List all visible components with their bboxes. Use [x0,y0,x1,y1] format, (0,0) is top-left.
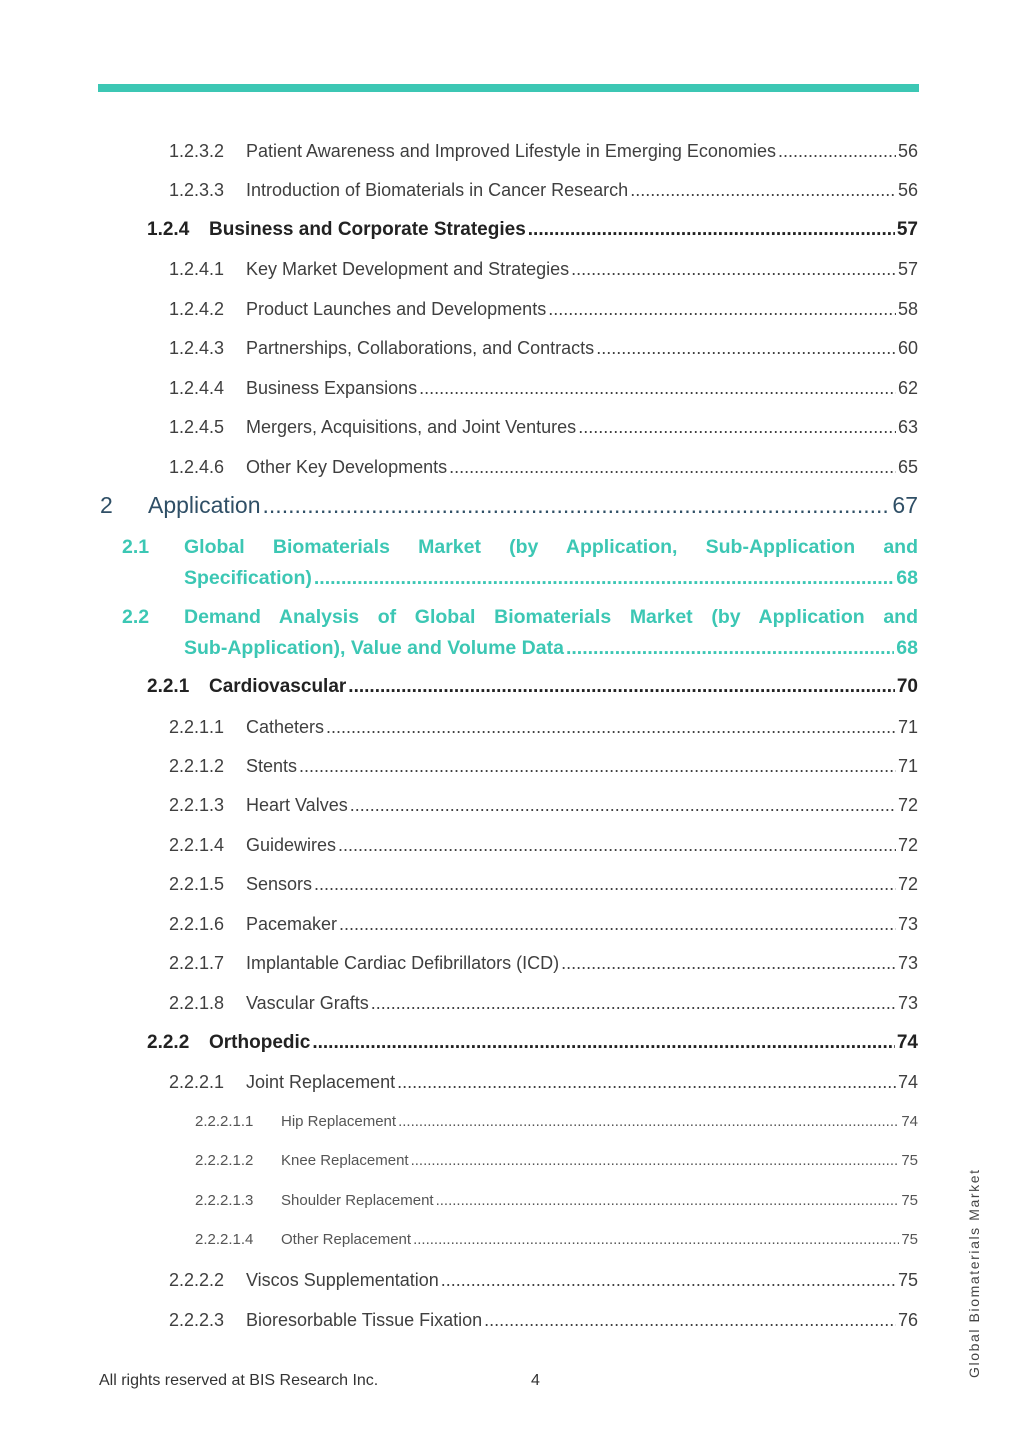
toc-entry-title: Partnerships, Collaborations, and Contracts [246,338,595,358]
toc-entry-page: 58 [897,299,918,319]
toc-leader-dots [778,141,896,162]
toc-entry-number: 2.2.1.7 [169,953,225,973]
toc-entry-number: 2.2.2.2 [169,1270,225,1290]
toc-leader-dots [449,457,896,478]
toc-leader-dots [263,492,891,519]
toc-entry[interactable] [169,953,918,974]
toc-entry-number: 2.2 [122,606,150,628]
toc-leader-dots [561,953,896,974]
toc-entry-number: 2.2.1.1 [169,717,225,737]
toc-leader-dots [299,756,896,777]
toc-entry-title: Sensors [246,874,313,894]
toc-entry-page: 56 [897,141,918,161]
toc-entry-title: Bioresorbable Tissue Fixation [246,1310,483,1330]
toc-entry-number: 1.2.4.4 [169,378,225,398]
toc-leader-dots [314,874,896,895]
toc-leader-dots [436,1192,900,1209]
toc-entry-page: 68 [896,637,918,659]
toc-entry-title: Implantable Cardiac Defibrillators (ICD) [246,953,560,973]
toc-entry-title: Sub-Application), Value and Volume Data [184,637,564,659]
toc-entry-page: 74 [901,1113,918,1130]
side-report-title: Global Biomaterials Market [966,1168,982,1378]
toc-entry-number: 2.2.1.3 [169,795,225,815]
toc-entry-number: 1.2.3.3 [169,180,225,200]
toc-leader-dots [339,914,896,935]
toc-entry-number: 2.2.2.1.1 [195,1113,254,1130]
toc-entry-page: 74 [896,1032,918,1053]
toc-entry-page: 74 [897,1072,918,1092]
footer-copyright: All rights reserved at BIS Research Inc. [99,1372,379,1389]
toc-entry-number: 2.2.2.1 [169,1072,225,1092]
toc-entry-title: Shoulder Replacement [281,1192,434,1209]
toc-leader-dots [397,1072,896,1093]
toc-entry-page: 63 [897,417,918,437]
toc-entry-page: 72 [897,835,918,855]
toc-entry[interactable] [195,1192,918,1209]
toc-entry-title: Introduction of Biomaterials in Cancer Research [246,180,629,200]
toc-entry[interactable] [169,795,918,816]
toc-entry-title-continued [184,637,918,660]
toc-entry[interactable] [122,536,918,598]
toc-entry-number: 1.2.4.3 [169,338,225,358]
toc-entry-number: 2.2.2.1.2 [195,1152,254,1169]
toc-entry-number: 2.2.1.4 [169,835,225,855]
toc-entry-page: 75 [901,1231,918,1248]
toc-entry-page: 70 [896,676,918,697]
toc-entry-page: 65 [897,457,918,477]
toc-entry-page: 73 [897,914,918,934]
toc-entry-title: Application [148,492,261,518]
toc-entry-page: 57 [896,219,918,240]
toc-entry[interactable] [169,457,918,478]
toc-leader-dots [326,717,896,738]
toc-leader-dots [566,637,894,660]
toc-entry-page: 62 [897,378,918,398]
toc-leader-dots [348,676,895,698]
toc-entry-title: Vascular Grafts [246,993,369,1013]
toc-entry-number: 2 [100,492,113,518]
toc-entry[interactable] [122,606,918,668]
toc-leader-dots [441,1270,896,1291]
toc-entry-title: Demand Analysis of Global Biomaterials Market (by Application and [184,606,918,628]
toc-entry-title: Pacemaker [246,914,338,934]
toc-entry-number: 1.2.4.6 [169,457,225,477]
toc-entry-title: Heart Valves [246,795,348,815]
toc-entry-title: Product Launches and Developments [246,299,547,319]
toc-entry[interactable] [169,1310,918,1331]
toc-entry-title: Patient Awareness and Improved Lifestyle in Emerging Economies [246,141,776,161]
toc-entry[interactable] [169,141,918,162]
toc-entry-number: 2.1 [122,536,150,558]
toc-entry-title: Other Replacement [281,1231,412,1248]
toc-entry[interactable] [169,417,918,438]
toc-entry[interactable] [169,259,918,280]
toc-entry[interactable] [169,835,918,856]
toc-entry-number: 1.2.4.1 [169,259,225,279]
toc-entry[interactable] [169,1072,918,1093]
toc-entry-page: 75 [901,1192,918,1209]
toc-entry[interactable] [169,180,918,201]
toc-entry-page: 68 [896,567,918,589]
toc-leader-dots [413,1231,899,1248]
toc-entry-title: Hip Replacement [281,1113,397,1130]
toc-entry-title-continued [184,567,918,590]
toc-leader-dots [398,1113,899,1130]
toc-leader-dots [371,993,896,1014]
toc-entry[interactable] [195,1113,918,1130]
toc-entry-title: Mergers, Acquisitions, and Joint Ventures [246,417,577,437]
toc-entry[interactable] [169,874,918,895]
toc-entry-number: 2.2.1.2 [169,756,225,776]
toc-entry[interactable] [169,993,918,1014]
toc-entry-number: 2.2.2.1.3 [195,1192,254,1209]
toc-entry-page: 60 [897,338,918,358]
toc-leader-dots [630,180,896,201]
toc-entry-number: 2.2.1.8 [169,993,225,1013]
toc-leader-dots [484,1310,896,1331]
footer-page-number: 4 [531,1372,540,1389]
toc-leader-dots [314,567,894,590]
toc-entry-title: Other Key Developments [246,457,448,477]
toc-entry[interactable] [169,914,918,935]
toc-entry[interactable] [169,717,918,738]
toc-chapter-entry[interactable] [100,492,918,519]
toc-leader-dots [548,299,896,320]
toc-entry[interactable] [169,378,918,399]
toc-leader-dots [528,219,895,241]
toc-entry[interactable] [169,338,918,359]
toc-entry-number: 1.2.4.5 [169,417,225,437]
toc-entry-page: 72 [897,874,918,894]
toc-entry[interactable] [147,676,918,698]
toc-entry-number: 1.2.4 [147,219,190,240]
toc-entry-title: Viscos Supplementation [246,1270,439,1290]
toc-entry-page: 57 [897,259,918,279]
toc-entry-number: 1.2.4.2 [169,299,225,319]
toc-entry[interactable] [169,756,918,777]
toc-entry-title: Specification) [184,567,312,589]
toc-entry[interactable] [195,1231,918,1248]
toc-leader-dots [338,835,896,856]
toc-entry-page: 73 [897,953,918,973]
toc-leader-dots [571,259,896,280]
toc-entry-title: Orthopedic [209,1032,311,1053]
toc-entry[interactable] [169,299,918,320]
toc-entry[interactable] [147,219,918,241]
toc-entry-number: 2.2.2 [147,1032,190,1053]
toc-entry-number: 2.2.1 [147,676,190,697]
toc-entry-title: Business Expansions [246,378,418,398]
toc-entry-page: 75 [897,1270,918,1290]
toc-entry-page: 71 [897,756,918,776]
toc-entry-page: 75 [901,1152,918,1169]
toc-entry-page: 71 [897,717,918,737]
toc-entry-page: 56 [897,180,918,200]
toc-entry-number: 2.2.1.6 [169,914,225,934]
toc-entry-page: 72 [897,795,918,815]
toc-entry-page: 67 [892,492,918,518]
toc-entry-title: Key Market Development and Strategies [246,259,570,279]
toc-entry-number: 2.2.2.3 [169,1310,225,1330]
toc-leader-dots [411,1152,900,1169]
toc-leader-dots [350,795,896,816]
toc-entry-title: Catheters [246,717,325,737]
toc-leader-dots [578,417,896,438]
toc-entry-title: Business and Corporate Strategies [209,219,526,240]
toc-entry[interactable] [147,1032,918,1054]
toc-entry-title: Global Biomaterials Market (by Application, Sub-Application and [184,536,918,558]
toc-entry-title: Knee Replacement [281,1152,409,1169]
toc-entry-number: 2.2.2.1.4 [195,1231,254,1248]
toc-entry[interactable] [169,1270,918,1291]
toc-leader-dots [312,1032,895,1054]
toc-leader-dots [419,378,896,399]
toc-entry-title: Cardiovascular [209,676,347,697]
toc-entry-title: Stents [246,756,298,776]
header-accent-bar [98,84,919,92]
toc-entry[interactable] [195,1152,918,1169]
toc-entry-page: 76 [897,1310,918,1330]
toc-entry-page: 73 [897,993,918,1013]
toc-entry-number: 2.2.1.5 [169,874,225,894]
toc-entry-title: Guidewires [246,835,337,855]
toc-leader-dots [596,338,896,359]
toc-entry-number: 1.2.3.2 [169,141,225,161]
toc-entry-title: Joint Replacement [246,1072,396,1092]
